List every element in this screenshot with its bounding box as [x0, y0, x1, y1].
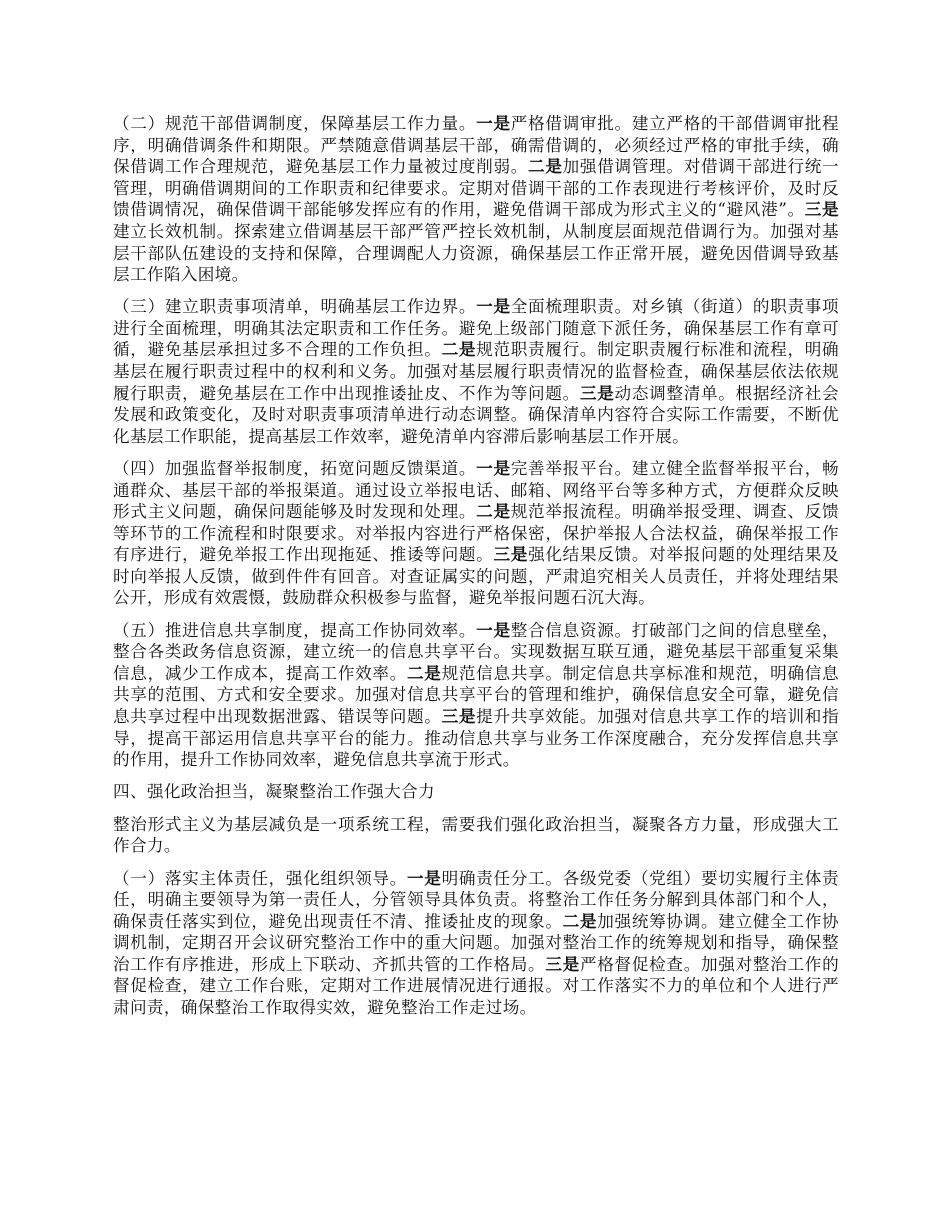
- emphasis-marker: 三是: [441, 705, 477, 726]
- paragraph-group: [113, 113, 839, 771]
- paragraph-p-4-supervision: [113, 458, 839, 609]
- paragraph-text: 完善举报平台。建立健全监督举报平台，畅通群众、基层干部的举报渠道。通过设立举报电话、邮箱、网络平台等多种方式，方便群众反映形式主义问题，确保问题能够及时发现和处理。: [113, 458, 839, 522]
- emphasis-marker: 一是: [476, 619, 511, 640]
- paragraph-text: 严格借调审批。建立严格的干部借调审批程序，明确借调条件和期限。严禁随意借调基层干部，确需借调的，必须经过严格的审批手续，确保借调工作合理规范，避免基层工作力量被过度削弱。: [113, 114, 839, 177]
- section-heading: 四、强化政治担当，凝聚整治工作强大合力: [113, 782, 435, 802]
- paragraph-text: （三）建立职责事项清单，明确基层工作边界。: [113, 297, 477, 317]
- paragraph-p-2-borrowing: [113, 113, 839, 286]
- section-intro: 整治形式主义为基层减负是一项系统工程，需要我们强化政治担当，凝聚各方力量，形成强大工作合力。: [113, 814, 839, 856]
- emphasis-marker: 二是: [528, 156, 563, 177]
- emphasis-marker: 一是: [476, 296, 511, 317]
- paragraph-text: 建立长效机制。探索建立借调基层干部严管严控长效机制，从制度层面规范借调行为。加强对基层干部队伍建设的支持和保障，合理调配人力资源，确保基层工作正常开展，避免因借调导致基层工作陷入困境。: [113, 221, 839, 285]
- paragraph-p-5-info-sharing: [113, 620, 839, 771]
- emphasis-marker: 二是: [562, 910, 598, 931]
- paragraph-text: 强化结果反馈。对举报问题的处理结果及时向举报人反馈，做到件件有回音。对查证属实的问题，严肃追究相关人员责任，并将处理结果公开，形成有效震慑，鼓励群众积极参与监督，避免举报问题石沉大海。: [113, 545, 839, 608]
- paragraph-text: （一）落实主体责任，强化组织领导。: [113, 868, 407, 888]
- paragraph-p-3-duty-list: [113, 296, 839, 447]
- paragraph-text: 动态调整清单。根据经济社会发展和政策变化，及时对职责事项清单进行动态调整。确保清单内容符合实际工作需要，不断优化基层工作职能，提高基层工作效率，避免清单内容滞后影响基层工作开展。: [113, 383, 839, 446]
- section-paragraph-group: [113, 868, 839, 1019]
- emphasis-marker: 二是: [476, 501, 511, 522]
- paragraph-text: 加强统筹协调。建立健全工作协调机制，定期召开会议研究整治工作中的重大问题。加强对整治工作的统筹规划和指导，确保整治工作有序推进，形成上下联动、齐抓共管的工作格局。: [113, 911, 839, 974]
- paragraph-text: 规范信息共享。制定信息共享标准和规范，明确信息共享的范围、方式和安全要求。加强对信息共享平台的管理和维护，确保信息安全可靠，避免信息共享过程中出现数据泄露、错误等问题。: [113, 663, 839, 726]
- emphasis-marker: 三是: [545, 953, 580, 974]
- emphasis-marker: 三是: [579, 382, 615, 403]
- paragraph-text: （四）加强监督举报制度，拓宽问题反馈渠道。: [113, 458, 477, 478]
- paragraph-p-s4-1-responsibility: [113, 868, 839, 1019]
- paragraph-text: （五）推进信息共享制度，提高工作协同效率。: [113, 620, 477, 640]
- paragraph-text: 规范举报流程。明确举报受理、调查、反馈等环节的工作流程和时限要求。对举报内容进行严格保密，保护举报人合法权益，确保举报工作有序进行，避免举报工作出现拖延、推诿等问题。: [113, 502, 839, 565]
- document-page: [113, 113, 839, 1029]
- emphasis-marker: 二是: [407, 662, 442, 683]
- paragraph-text: 规范职责履行。制定职责履行标准和流程，明确基层在履行职责过程中的权利和义务。加强对基层履行职责情况的监督检查，确保基层依法依规履行职责，避免基层在工作中出现推诿扯皮、不作为等问题。: [113, 340, 839, 403]
- emphasis-marker: 一是: [476, 113, 511, 133]
- emphasis-marker: 一是: [476, 457, 511, 478]
- paragraph-text: 明确责任分工。各级党委（党组）要切实履行主体责任，明确主要领导为第一责任人，分管领导具体负责。将整治工作任务分解到具体部门和个人，确保责任落实到位，避免出现责任不清、推诿扯皮的现象。: [113, 868, 839, 931]
- paragraph-text: 全面梳理职责。对乡镇（街道）的职责事项进行全面梳理，明确其法定职责和工作任务。避免上级部门随意下派任务，确保基层工作有章可循，避免基层承担过多不合理的工作负担。: [113, 297, 839, 360]
- paragraph-text: 严格督促检查。加强对整治工作的督促检查，建立工作台账，定期对工作进展情况进行通报。对工作落实不力的单位和个人进行严肃问责，确保整治工作取得实效，避免整治工作走过场。: [113, 954, 840, 1018]
- emphasis-marker: 一是: [407, 867, 442, 888]
- paragraph-text: 提升共享效能。加强对信息共享工作的培训和指导，提高干部运用信息共享平台的能力。推动信息共享与业务工作深度融合，充分发挥信息共享的作用，提升工作协同效率，避免信息共享流于形式。: [113, 706, 839, 770]
- paragraph-text: （二）规范干部借调制度，保障基层工作力量。: [113, 114, 477, 133]
- paragraph-text: 加强借调管理。对借调干部进行统一管理，明确借调期间的工作职责和纪律要求。定期对借调干部的工作表现进行考核评价，及时反馈借调情况，确保借调干部能够发挥应有的作用，避免借调干部成为形式主义的“避风港”。: [113, 157, 839, 220]
- paragraph-text: 整合信息资源。打破部门之间的信息壁垒，整合各类政务信息资源，建立统一的信息共享平台。实现数据互联互通，避免基层干部重复采集信息，减少工作成本，提高工作效率。: [113, 620, 839, 683]
- emphasis-marker: 三是: [493, 544, 529, 565]
- emphasis-marker: 三是: [804, 199, 839, 220]
- emphasis-marker: 二是: [441, 339, 477, 360]
